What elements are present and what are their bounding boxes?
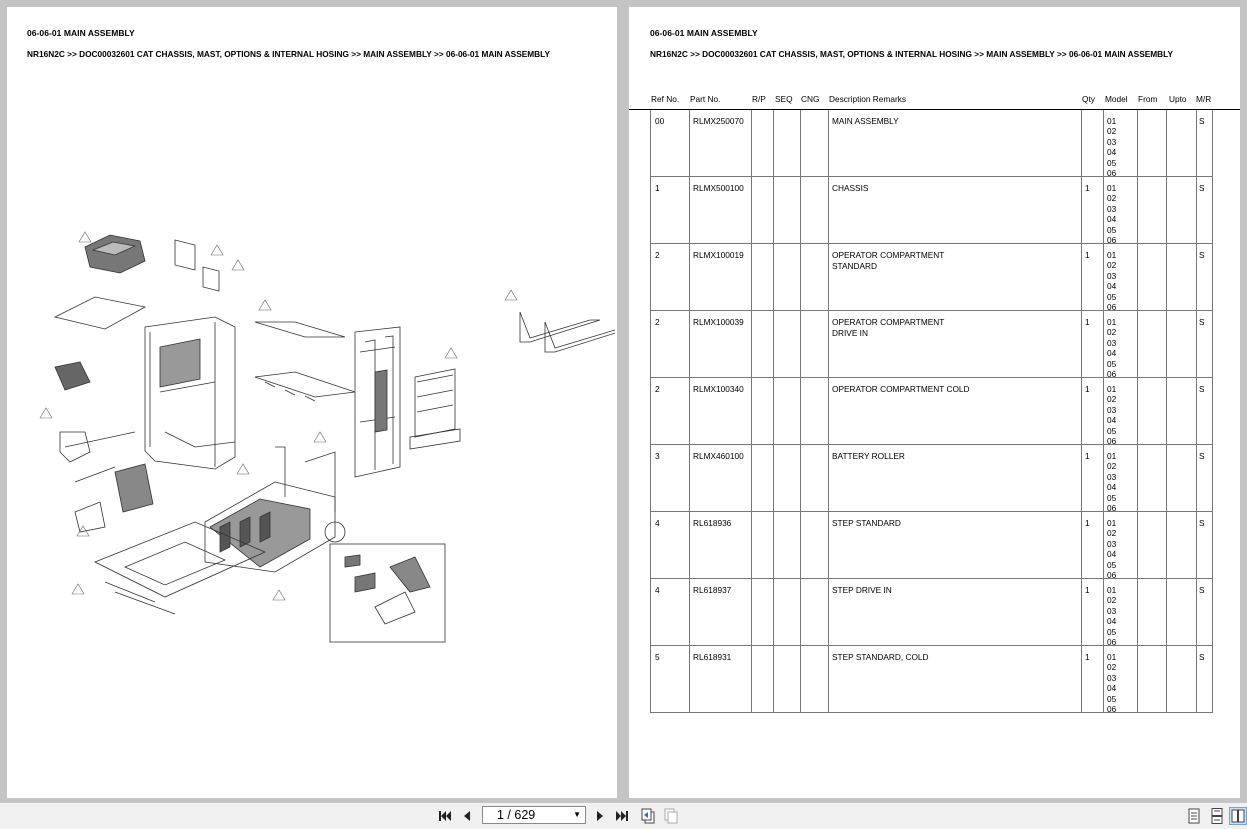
cell-mr: S [1199,317,1205,327]
cell-divider [800,311,801,377]
cell-divider [1166,378,1167,444]
cell-divider [751,378,752,444]
table-header [629,94,1240,110]
cell-divider [1137,110,1138,176]
back-view-icon[interactable] [639,807,657,825]
cell-divider [773,579,774,645]
cell-divider [828,110,829,176]
col-qty: Qty [1082,94,1095,104]
cell-part: RL618936 [693,518,732,528]
cell-part: RLMX100039 [693,317,744,327]
cell-models: 01 02 03 04 05 06 [1107,518,1117,581]
cell-divider [1137,311,1138,377]
cell-ref: 5 [655,652,660,662]
cell-part: RLMX460100 [693,451,744,461]
cell-models: 01 02 03 04 05 06 [1107,652,1117,715]
cell-divider [1196,244,1197,310]
cell-divider [1081,378,1082,444]
cell-divider [1166,311,1167,377]
cell-divider [828,177,829,243]
cell-divider [773,646,774,712]
cell-divider [751,579,752,645]
cell-qty: 1 [1085,384,1090,394]
cell-desc: OPERATOR COMPARTMENT DRIVE IN [832,317,945,338]
chevron-down-icon: ▼ [573,810,581,819]
cell-qty: 1 [1085,451,1090,461]
table-row [650,311,1213,378]
cell-divider [1103,445,1104,511]
cell-divider [1196,512,1197,578]
cell-part: RL618931 [693,652,732,662]
cell-models: 01 02 03 04 05 06 [1107,585,1117,648]
cell-divider [1081,646,1082,712]
cell-divider [1196,311,1197,377]
cell-divider [1196,646,1197,712]
cell-divider [751,445,752,511]
cell-divider [1137,646,1138,712]
cell-mr: S [1199,652,1205,662]
cell-divider [1166,177,1167,243]
cell-mr: S [1199,451,1205,461]
cell-part: RLMX250070 [693,116,744,126]
cell-desc: CHASSIS [832,183,869,193]
cell-divider [828,311,829,377]
cell-divider [1137,378,1138,444]
cell-divider [689,244,690,310]
cell-divider [689,445,690,511]
cell-desc: OPERATOR COMPARTMENT COLD [832,384,970,394]
col-from: From [1138,94,1158,104]
cell-ref: 4 [655,518,660,528]
cell-qty: 1 [1085,518,1090,528]
breadcrumb: NR16N2C >> DOC00032601 CAT CHASSIS, MAST, OPTIONS & INTERNAL HOSING >> MAIN ASSEMBLY >> 06-06-01 MAIN ASSEMBLY [650,49,1174,59]
cell-part: RL618937 [693,585,732,595]
col-ref-no: Ref No. [651,94,680,104]
first-page-icon[interactable] [436,807,454,825]
cell-divider [1081,445,1082,511]
cell-divider [689,311,690,377]
table-row [650,646,1213,713]
facing-pages-icon[interactable] [1229,807,1247,825]
cell-divider [1166,512,1167,578]
col-model: Model [1105,94,1128,104]
cell-desc: STEP DRIVE IN [832,585,892,595]
cell-part: RLMX500100 [693,183,744,193]
cell-part: RLMX100019 [693,250,744,260]
cell-divider [828,579,829,645]
table-row [650,110,1213,177]
col-upto: Upto [1169,94,1187,104]
exploded-parts-diagram [15,222,615,647]
cell-divider [689,177,690,243]
cell-divider [800,512,801,578]
col-part-no: Part No. [690,94,721,104]
cell-divider [751,646,752,712]
cell-divider [1166,646,1167,712]
cell-divider [1196,378,1197,444]
cell-ref: 2 [655,384,660,394]
table-row [650,177,1213,244]
cell-divider [1103,579,1104,645]
cell-mr: S [1199,250,1205,260]
table-row [650,579,1213,646]
cell-divider [773,110,774,176]
cell-divider [751,311,752,377]
cell-divider [689,579,690,645]
cell-divider [1137,579,1138,645]
table-row [650,512,1213,579]
cell-divider [1166,244,1167,310]
col-description: Description Remarks [829,94,906,104]
cell-divider [800,646,801,712]
cell-divider [800,110,801,176]
cell-divider [773,311,774,377]
cell-mr: S [1199,384,1205,394]
cell-divider [1081,512,1082,578]
table-row [650,244,1213,311]
cell-divider [1137,244,1138,310]
cell-desc: BATTERY ROLLER [832,451,905,461]
cell-ref: 2 [655,250,660,260]
col-cng: CNG [801,94,820,104]
cell-divider [1137,177,1138,243]
cell-divider [828,378,829,444]
cell-divider [800,177,801,243]
next-page-icon[interactable] [591,807,609,825]
cell-divider [689,512,690,578]
cell-divider [1166,579,1167,645]
table-row [650,378,1213,445]
cell-mr: S [1199,183,1205,193]
cell-divider [1081,177,1082,243]
cell-qty: 1 [1085,317,1090,327]
cell-mr: S [1199,116,1205,126]
cell-divider [751,177,752,243]
cell-part: RLMX100340 [693,384,744,394]
cell-divider [773,177,774,243]
cell-desc: STEP STANDARD, COLD [832,652,929,662]
cell-divider [773,378,774,444]
left-page [7,7,617,798]
cell-divider [1196,177,1197,243]
cell-divider [773,244,774,310]
cell-ref: 00 [655,116,665,126]
cell-models: 01 02 03 04 05 06 [1107,317,1117,380]
cell-divider [800,244,801,310]
cell-divider [828,646,829,712]
cell-divider [1081,579,1082,645]
page-number-select[interactable] [482,806,586,824]
col-mr: M/R [1196,94,1212,104]
cell-divider [751,244,752,310]
cell-divider [689,378,690,444]
cell-qty: 1 [1085,585,1090,595]
page-indicator: 1 / 629 [497,808,536,822]
table-row [650,445,1213,512]
cell-divider [800,445,801,511]
cell-divider [828,244,829,310]
right-page [629,7,1240,798]
cell-divider [1196,110,1197,176]
cell-divider [1103,244,1104,310]
cell-divider [1166,445,1167,511]
page-title: 06-06-01 MAIN ASSEMBLY [27,28,135,38]
cell-desc: OPERATOR COMPARTMENT STANDARD [832,250,945,271]
forward-view-icon[interactable] [662,807,680,825]
cell-models: 01 02 03 04 05 06 [1107,116,1117,179]
col-rp: R/P [752,94,766,104]
cell-ref: 3 [655,451,660,461]
cell-divider [1103,512,1104,578]
cell-divider [1103,646,1104,712]
cell-desc: MAIN ASSEMBLY [832,116,899,126]
prev-page-icon[interactable] [458,807,476,825]
parts-table [650,110,1213,713]
cell-models: 01 02 03 04 05 06 [1107,384,1117,447]
cell-divider [1196,579,1197,645]
cell-divider [828,512,829,578]
cell-divider [751,512,752,578]
cell-divider [1081,244,1082,310]
cell-divider [773,512,774,578]
continuous-icon[interactable] [1208,807,1226,825]
cell-divider [800,579,801,645]
cell-divider [1081,311,1082,377]
cell-divider [828,445,829,511]
cell-qty: 1 [1085,652,1090,662]
col-seq: SEQ [775,94,793,104]
cell-mr: S [1199,518,1205,528]
single-page-icon[interactable] [1185,807,1203,825]
pdf-toolbar [0,802,1247,829]
cell-models: 01 02 03 04 05 06 [1107,451,1117,514]
cell-qty: 1 [1085,250,1090,260]
cell-divider [689,646,690,712]
cell-ref: 1 [655,183,660,193]
page-title: 06-06-01 MAIN ASSEMBLY [650,28,758,38]
cell-models: 01 02 03 04 05 06 [1107,183,1117,246]
cell-divider [1166,110,1167,176]
cell-divider [1103,177,1104,243]
cell-divider [1103,110,1104,176]
cell-divider [1137,512,1138,578]
cell-ref: 2 [655,317,660,327]
cell-qty: 1 [1085,183,1090,193]
cell-ref: 4 [655,585,660,595]
cell-divider [751,110,752,176]
cell-mr: S [1199,585,1205,595]
cell-divider [773,445,774,511]
cell-divider [689,110,690,176]
last-page-icon[interactable] [613,807,631,825]
cell-divider [1081,110,1082,176]
cell-divider [1137,445,1138,511]
cell-desc: STEP STANDARD [832,518,901,528]
cell-divider [1103,378,1104,444]
cell-divider [1196,445,1197,511]
cell-models: 01 02 03 04 05 06 [1107,250,1117,313]
cell-divider [1103,311,1104,377]
cell-divider [800,378,801,444]
breadcrumb: NR16N2C >> DOC00032601 CAT CHASSIS, MAST, OPTIONS & INTERNAL HOSING >> MAIN ASSEMBLY >> 06-06-01 MAIN ASSEMBLY [27,49,551,59]
